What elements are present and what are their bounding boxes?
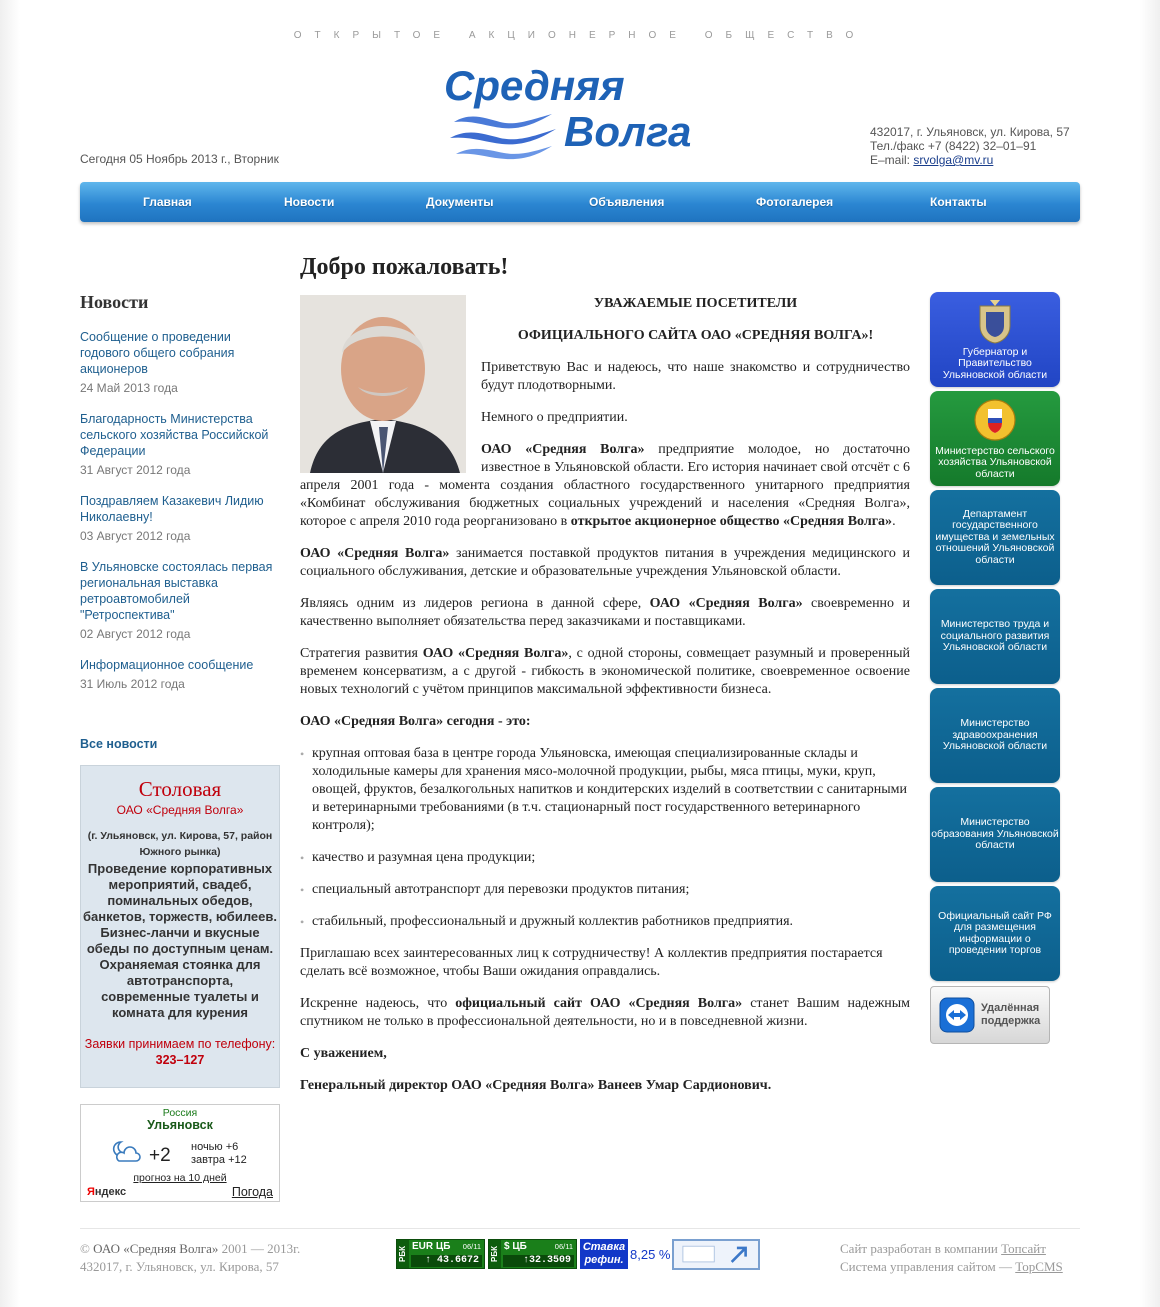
list-item: • специальный автотранспорт для перевозки продуктов питания; [300,881,910,899]
header-address: 432017, г. Ульяновск, ул. Кирова, 57 [870,125,1070,139]
news-item-title[interactable]: Информационное сообщение [80,658,254,672]
weather-tomorrow: завтра +12 [191,1154,247,1166]
news-item-title[interactable]: Сообщение о проведении годового общего собрания акционеров [80,330,235,376]
nav-home[interactable]: Главная [143,195,192,209]
nav-gallery[interactable]: Фотогалерея [756,195,834,209]
list-item: • крупная оптовая база в центре города Ульяновска, имеющая специализированные склады и холодильные камеры для хранения мясо-молочной продукции, рыбы, мяса птицы, муки, круп, овощей, фруктов, безалкогольных напитков и кондитерских изделий в соответствии с санитарными и ветеринарными требованиями (в т.ч. стационарный пост государственного ветеринарного контроля); [300,745,910,835]
canteen-title: Столовая [138,777,222,801]
yandex-logo[interactable]: Яндекс [87,1186,127,1198]
canteen-description: Проведение корпоративных мероприятий, свадеб, поминальных обедов, банкетов, торжеств, юбилеев. Бизнес-ланчи и вкусные обеды по доступным ценам. Охраняемая стоянка для автотранспорта, современные туалеты и комната для курения [83,861,277,1020]
cloudy-night-icon [111,1140,141,1164]
banner-property-department[interactable]: Департамент государственного имущества и земельных отношений Ульяновской области [930,490,1060,585]
canteen-phone-line [81,1036,279,1068]
header-contacts [870,125,1070,167]
weather-country: Россия [162,1107,198,1119]
article-paragraph: С уважением, [300,1046,387,1061]
nav-announcements[interactable]: Объявления [589,195,665,209]
news-item [80,411,280,477]
rbk-eur-rate[interactable]: РБК EUR ЦБ 06/11 ↑ 43.6672 [396,1239,485,1269]
article-paragraph: Стратегия развития ОАО «Средняя Волга», с одной стороны, совмещает разумный и проверенный временем консерватизм, а с другой - гибкость в экономической политике, своевременное освоение новых технологий с учётом принципов максимальной эффективности бизнеса. [300,646,910,697]
weather-widget [80,1104,280,1202]
article-list [300,745,910,931]
article-heading-1: УВАЖАЕМЫЕ ПОСЕТИТЕЛИ [593,296,798,311]
news-item-title[interactable]: Благодарность Министерства сельского хозяйства Российской Федерации [80,412,269,458]
nav-documents[interactable]: Документы [426,195,494,209]
footer-copyright: © ОАО «Средняя Волга» 2001 — 2013г. 432017, г. Ульяновск, ул. Кирова, 57 [80,1241,301,1274]
header-phone: Тел./факс +7 (8422) 32–01–91 [870,139,1037,153]
news-item-title[interactable]: Поздравляем Казакевич Лидию Николаевну! [80,494,264,524]
main-nav [80,182,1080,222]
banner-torgi[interactable]: Официальный сайт РФ для размещения информации о проведении торгов [930,886,1060,981]
news-item-date: 02 Август 2012 года [80,627,191,641]
email-label: E–mail: [870,153,914,167]
list-item: • стабильный, профессиональный и дружный коллектив работников предприятия. [300,913,910,931]
visit-counter-icon[interactable] [672,1239,760,1270]
logo-line2: Волга [564,108,692,155]
news-item [80,329,280,395]
rbk-usd-rate[interactable]: РБК $ ЦБ 06/11 ↑32.3509 [488,1239,577,1269]
article-paragraph: ОАО «Средняя Волга» сегодня - это: [300,714,531,729]
article-paragraph: ОАО «Средняя Волга» предприятие молодое, но достаточно известное в Ульяновской области. Его история начинает свой отсчёт с 6 апреля 2001 года - момента создания областного государственного унитарного предприятия «Комбинат обслуживания бюджетных социальных учреждений и населения «Средняя Волга», которое с апреля 2010 года реорганизовано в открытое акционерное общество «Средняя Волга». [300,442,910,529]
refinancing-rate-value: 8,25 % [630,1247,671,1262]
banner-agriculture[interactable]: Министерство сельского хозяйства Ульяновской области [930,391,1060,486]
weather-later [191,1141,247,1167]
banner-labor-ministry[interactable]: Министерство труда и социального развития Ульяновской области [930,589,1060,684]
weather-forecast-link[interactable]: прогноз на 10 дней [133,1172,227,1184]
canteen-phone: 323–127 [155,1053,205,1067]
article-paragraph: Немного о предприятии. [481,410,628,425]
current-date: Сегодня 05 Ноябрь 2013 г., Вторник [80,152,279,166]
cms-link[interactable]: TopCMS [1015,1259,1063,1274]
banner-health-ministry[interactable]: Министерство здравоохранения Ульяновской области [930,688,1060,783]
remote-support-button[interactable] [930,986,1050,1044]
canteen-address: (г. Ульяновск, ул. Кирова, 57, район Южного рынка) [87,830,273,858]
all-news-link[interactable]: Все новости [80,737,158,751]
news-item [80,493,280,543]
news-list [80,329,280,707]
teamviewer-icon [939,997,975,1033]
article-paragraph: Искренне надеюсь, что официальный сайт ОАО «Средняя Волга» станет Вашим надежным спутником не только в профессиональной деятельности, но и в повседневной жизни. [300,996,910,1029]
banner-governor[interactable]: Губернатор и Правительство Ульяновской области [930,292,1060,387]
header-tagline: ОТКРЫТОЕ АКЦИОНЕРНОЕ ОБЩЕСТВО [293,30,867,41]
canteen-subtitle: ОАО «Средняя Волга» [116,803,244,817]
news-item-date: 03 Август 2012 года [80,529,191,543]
agriculture-emblem-icon [970,397,1020,443]
refinancing-rate-badge[interactable]: Ставка рефин. [580,1239,628,1269]
article-signature: Генеральный директор ОАО «Средняя Волга» Ванеев Умар Сардионович. [300,1078,772,1093]
news-item [80,559,280,641]
weather-night: ночью +6 [191,1141,239,1153]
news-item-title[interactable]: В Ульяновске состоялась первая региональная выставка ретроавтомобилей "Ретроспектива" [80,560,273,622]
coat-of-arms-icon [970,298,1020,344]
footer-developer: Сайт разработан в компании Топсайт Система управления сайтом — TopCMS [840,1241,1063,1274]
weather-city: Ульяновск [147,1118,213,1132]
canteen-banner[interactable] [80,765,280,1088]
footer-divider [80,1228,1080,1229]
page-title: Добро пожаловать! [300,254,509,280]
article [300,295,910,1109]
news-item-date: 24 Май 2013 года [80,381,178,395]
article-paragraph: Приветствую Вас и надеюсь, что наше знакомство и сотрудничество будут плодотворными. [481,360,910,393]
article-paragraph: ОАО «Средняя Волга» занимается поставкой продуктов питания в учреждения медицинского и социального обслуживания, детские и образовательные учреждения Ульяновской области. [300,546,910,579]
news-heading: Новости [80,292,149,312]
news-item [80,657,280,691]
article-paragraph: Приглашаю всех заинтересованных лиц к сотрудничеству! А коллектив предприятия постарается сделать всё возможное, чтобы Ваши ожидания оправдались. [300,946,883,979]
news-item-date: 31 Июль 2012 года [80,677,185,691]
company-logo[interactable] [440,62,730,162]
developer-link[interactable]: Топсайт [1001,1241,1046,1256]
remote-support-label: Удалённая поддержка [981,1002,1041,1027]
email-link[interactable]: srvolga@mv.ru [913,153,994,167]
banner-education-ministry[interactable]: Министерство образования Ульяновской области [930,787,1060,882]
nav-news[interactable]: Новости [284,195,335,209]
logo-line1: Средняя [444,62,625,109]
list-item: • качество и разумная цена продукции; [300,849,910,867]
article-heading-2: ОФИЦИАЛЬНОГО САЙТА ОАО «СРЕДНЯЯ ВОЛГА»! [517,328,874,343]
article-paragraph: Являясь одним из лидеров региона в данной сфере, ОАО «Средняя Волга» своевременно и качественно выполняет обязательства перед заказчиками и поставщиками. [300,596,910,629]
weather-pogoda-link[interactable]: Погода [231,1185,273,1199]
news-item-date: 31 Август 2012 года [80,463,191,477]
canteen-phone-text: Заявки принимаем по телефону: [84,1037,276,1051]
weather-temp: +2 [149,1145,171,1166]
nav-contacts[interactable]: Контакты [930,195,987,209]
